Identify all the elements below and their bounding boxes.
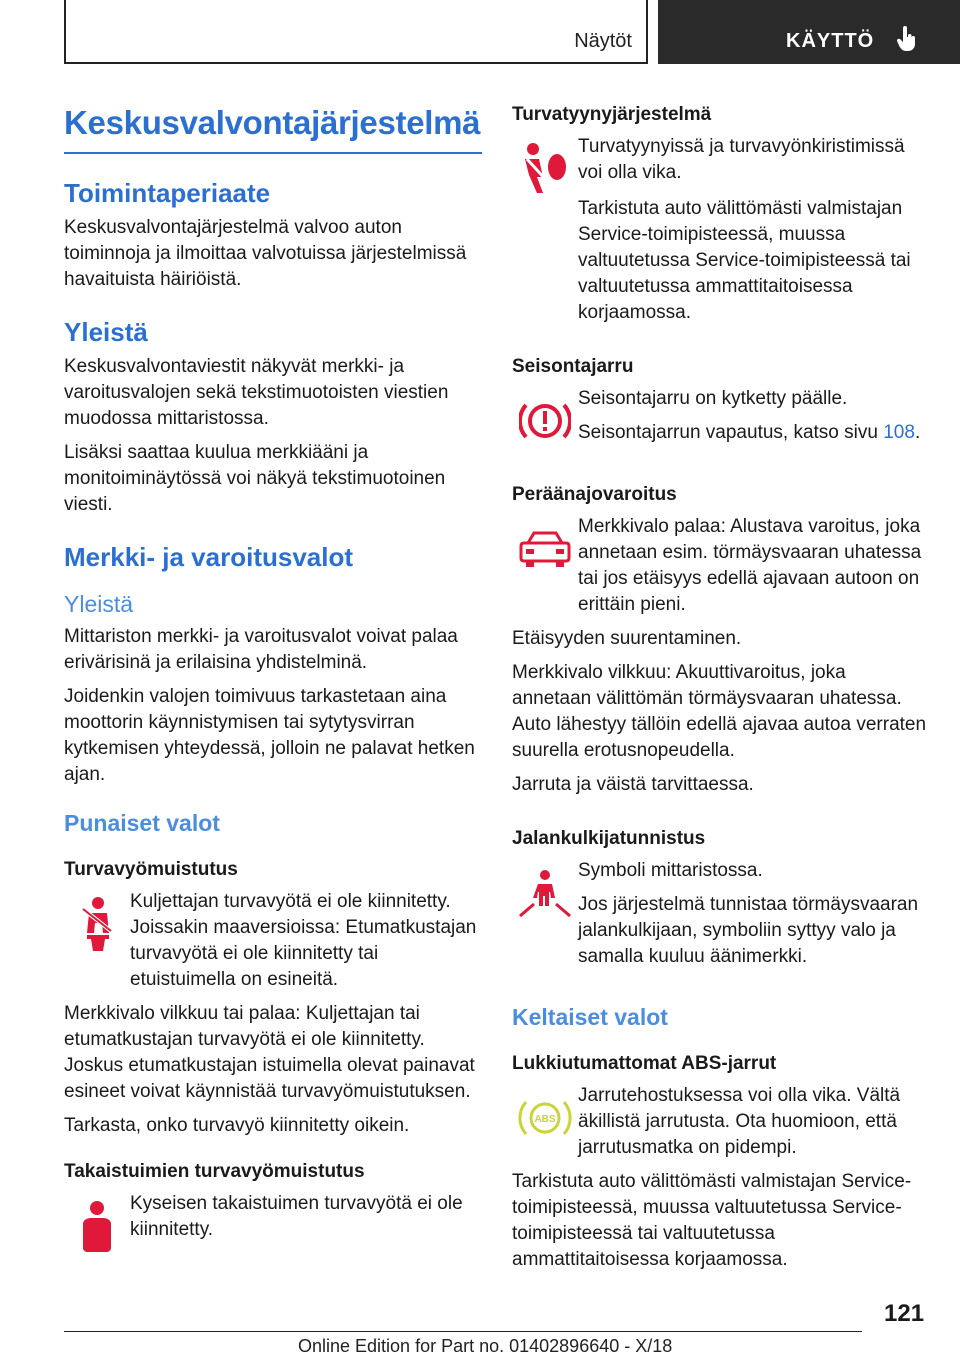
lights-text-2: Joidenkin valojen toimivuus tarkastetaan aina moottorin käynnistymisen tai sytytysvirran kytkemisen yhteydessä, jolloin ne palavat hetken ajan.: [64, 686, 475, 785]
rear-seat-occupant-icon: [64, 1191, 130, 1257]
abs-warning-icon: [512, 1083, 578, 1149]
heading-lights: Merkki- ja varoitusvalot: [64, 542, 353, 572]
heading-yellow-lights: Keltaiset valot: [512, 1004, 668, 1030]
collision-text-3: Merkkivalo vilkkuu: Akuuttivaroitus, joka annetaan välittömän törmäysvaaran uhatessa. Auto lähestyy tällöin edellä ajavaa autoa verraten suurella erotusnopeudella.: [512, 662, 927, 761]
parking-brake-text-suffix: .: [914, 422, 921, 443]
heading-rear-seatbelt-reminder: Takaistuimien turvavyömuistutus: [64, 1161, 365, 1182]
collision-text-4: Jarruta ja väistä tarvittaessa.: [512, 774, 754, 795]
heading-general: Yleistä: [64, 317, 148, 347]
airbag-text-1: Turvatyynyissä ja turvavyönkiristimissä voi olla vika.: [578, 136, 905, 183]
heading-rear-collision-warning: Peräänajovaroitus: [512, 484, 677, 505]
abs-text-2: Tarkistuta auto välittömästi valmistajan Service-toimipisteessä, muussa valtuutetussa Service-toimipisteessä tai valtuutetussa ammattitaitoisessa korjaamossa.: [512, 1171, 912, 1270]
airbag-text-2: Tarkistuta auto välittömästi valmistajan Service-toimipisteessä, muussa valtuutetussa Service-toimipisteessä tai valtuutetussa ammattitaitoisessa korjaamossa.: [578, 198, 911, 323]
heading-red-lights: Punaiset valot: [64, 810, 220, 836]
rear-seatbelt-indicator: [64, 1191, 482, 1257]
parking-brake-warning-icon: [512, 386, 578, 452]
header-section-box: [64, 0, 648, 64]
heading-parking-brake: Seisontajarru: [512, 356, 634, 377]
pedestrian-text-1: Symboli mittaristossa.: [578, 860, 763, 881]
parking-brake-indicator: [512, 386, 930, 454]
general-text-2: Lisäksi saattaa kuulua merkkiääni ja monitoiminäytössä voi näkyä tekstimuotoinen viesti.: [64, 442, 446, 515]
airbag-indicator: [512, 134, 930, 200]
airbag-warning-icon: [512, 134, 578, 200]
parking-brake-text-1: Seisontajarru on kytketty päälle.: [578, 388, 848, 409]
footer-divider: [64, 1331, 862, 1332]
heading-principle: Toimintaperiaate: [64, 178, 271, 208]
collision-text-1: Merkkivalo palaa: Alustava varoitus, joka annetaan esim. törmäysvaaran uhatessa tai jos etäisyys edellä ajavaan autoon on erittäin pieni.: [578, 516, 922, 615]
heading-pedestrian-detection: Jalankulkijatunnistus: [512, 828, 706, 849]
hand-pointer-icon: [896, 26, 918, 57]
general-text-1: Keskusvalvontaviestit näkyvät merkki- ja varoitusvalojen sekä tekstimuotoisten viestien muodossa mittaristossa.: [64, 356, 449, 429]
seatbelt-text: Kuljettajan turvavyötä ei ole kiinnitetty. Joissakin maaversioissa: Etumatkustajan turvavyötä ei ole kiinnitetty tai etuistuimella on esineitä.: [130, 891, 477, 990]
heading-restraint-system: Turvatyynyjärjestelmä: [512, 104, 712, 125]
principle-text: Keskusvalvontajärjestelmä valvoo auton toiminnoja ja ilmoittaa valvotuissa järjestelmissä havaituista häiriöistä.: [64, 217, 467, 290]
heading-lights-general: Yleistä: [64, 591, 134, 617]
abs-indicator: [512, 1083, 930, 1169]
header-section-title: Näytöt: [574, 30, 632, 52]
heading-seatbelt-reminder: Turvavyömuistutus: [64, 859, 238, 880]
parking-brake-text-prefix: Seisontajarrun vapautus, katso sivu: [578, 422, 884, 443]
heading-abs-brakes: Lukkiutumattomat ABS-jarrut: [512, 1053, 777, 1074]
seatbelt-indicator: [64, 889, 482, 1001]
parking-brake-text-2: [578, 420, 930, 446]
pedestrian-indicator: [512, 858, 930, 978]
seatbelt-text-2: Merkkivalo vilkkuu tai palaa: Kuljettajan tai etumatkustajan turvavyötä ei ole kiinnitetty. Joskus etumatkustajan istuimella olevat painavat esineet voivat käynnistää turvavyömuistutuksen.: [64, 1003, 475, 1102]
header-chapter-tab[interactable]: [658, 0, 960, 64]
footer-edition: Online Edition for Part no. 01402896640 - X/18: [298, 1336, 673, 1356]
seatbelt-warning-icon: [64, 889, 130, 955]
car-collision-warning-icon: [512, 514, 578, 580]
rear-seatbelt-text: Kyseisen takaistuimen turvavyötä ei ole kiinnitetty.: [130, 1193, 463, 1240]
collision-text-2: Etäisyyden suurentaminen.: [512, 628, 742, 649]
pedestrian-text-2: Jos järjestelmä tunnistaa törmäysvaaran jalankulkijaan, symboliin syttyy valo ja samalla kuuluu äänimerkki.: [578, 894, 919, 967]
collision-indicator: [512, 514, 930, 626]
page-title: Keskusvalvontajärjestelmä: [64, 104, 482, 154]
abs-icon-label: ABS: [534, 1114, 556, 1125]
abs-text-1: Jarrutehostuksessa voi olla vika. Vältä äkillistä jarrutusta. Ota huomioon, että jarrutusmatka on pidempi.: [578, 1085, 901, 1158]
left-column: [64, 100, 482, 1257]
page-number: 121: [884, 1300, 925, 1327]
seatbelt-text-3: Tarkasta, onko turvavyö kiinnitetty oikein.: [64, 1115, 410, 1136]
header-chapter-label: KÄYTTÖ: [786, 30, 875, 52]
lights-text-1: Mittariston merkki- ja varoitusvalot voivat palaa erivärisinä ja erilaisina yhdistelminä.: [64, 626, 458, 673]
page-reference-link[interactable]: 108: [883, 422, 915, 443]
pedestrian-warning-icon: [512, 858, 578, 924]
right-column: [512, 100, 930, 1281]
